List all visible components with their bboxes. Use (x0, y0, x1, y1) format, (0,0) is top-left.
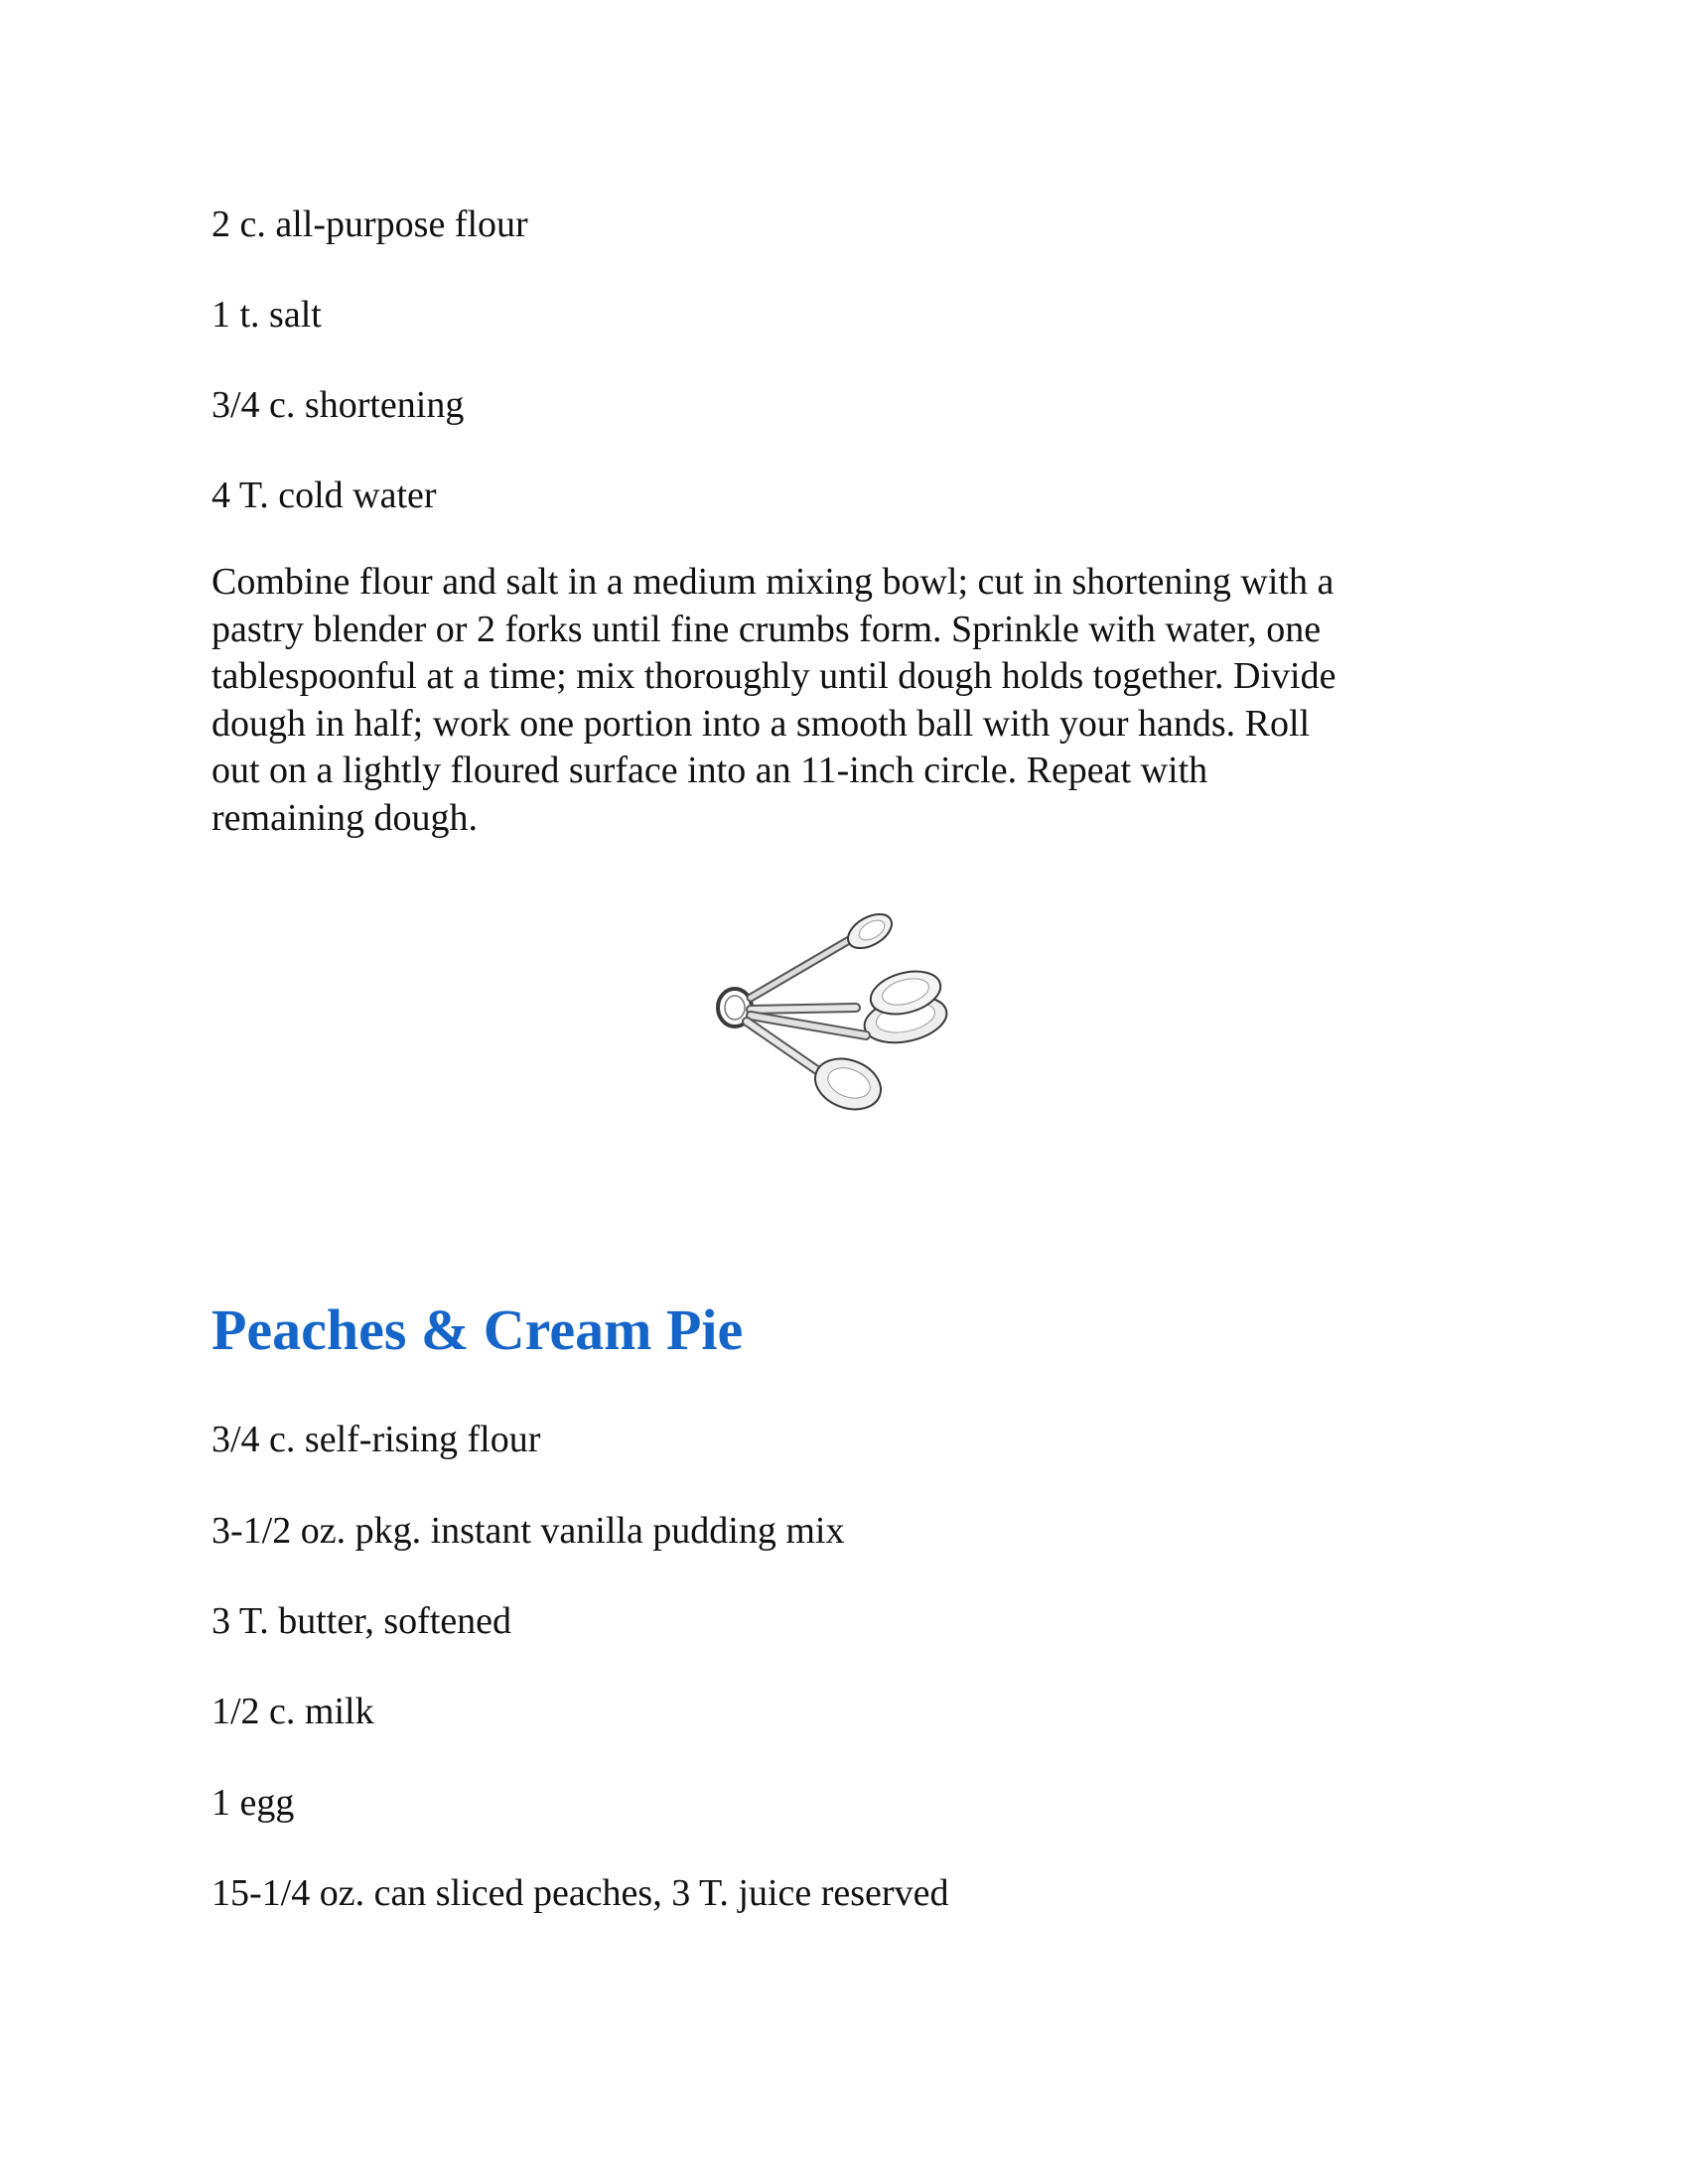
ingredient-line: 3/4 c. shortening (211, 384, 465, 426)
directions-line: tablespoonful at a time; mix thoroughly until dough holds together. Divide (211, 655, 1336, 697)
directions-line: Combine flour and salt in a medium mixing bowl; cut in shortening with a (211, 561, 1335, 603)
ingredient-line: 1/2 c. milk (211, 1691, 374, 1732)
measuring-spoons-icon (707, 898, 967, 1117)
ingredient-line: 3/4 c. self-rising flour (211, 1419, 541, 1460)
ingredient-line: 3-1/2 oz. pkg. instant vanilla pudding mix (211, 1510, 845, 1552)
ingredient-line: 4 T. cold water (211, 475, 437, 516)
directions-line: dough in half; work one portion into a smooth ball with your hands. Roll (211, 702, 1311, 745)
ingredient-line: 2 c. all-purpose flour (211, 204, 528, 245)
ingredient-line: 3 T. butter, softened (211, 1600, 512, 1642)
directions-paragraph (211, 559, 1463, 842)
ingredient-line: 1 egg (211, 1782, 295, 1824)
directions-line: remaining dough. (211, 796, 479, 839)
recipe-title: Peaches & Cream Pie (211, 1297, 744, 1362)
directions-line: out on a lightly floured surface into an 11-inch circle. Repeat with (211, 750, 1208, 791)
directions-line: pastry blender or 2 forks until fine crumbs form. Sprinkle with water, one (211, 608, 1322, 650)
ingredient-line: 1 t. salt (211, 294, 322, 336)
ingredient-line: 15-1/4 oz. can sliced peaches, 3 T. juice reserved (211, 1872, 949, 1914)
